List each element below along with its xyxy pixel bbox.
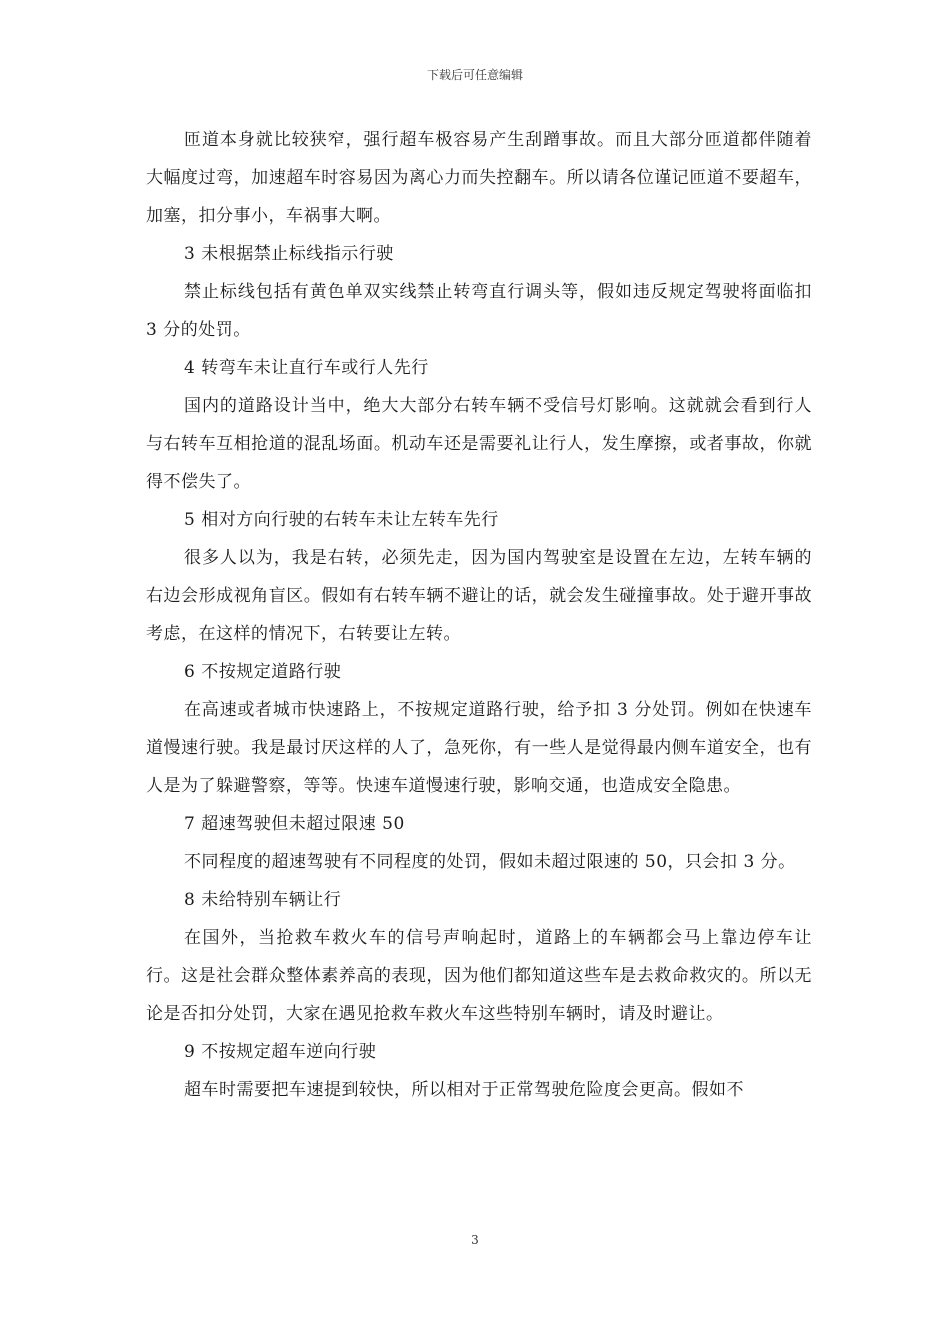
section-heading: 5 相对方向行驶的右转车未让左转车先行 [184, 510, 499, 530]
page-number: 3 [471, 1233, 479, 1247]
section-heading: 8 未给特别车辆让行 [184, 890, 342, 910]
section-heading: 9 不按规定超车逆向行驶 [184, 1042, 377, 1062]
section-heading: 7 超速驾驶但未超过限速 50 [184, 814, 405, 834]
paragraph: 不同程度的超速驾驶有不同程度的处罚，假如未超过限速的 50，只会扣 3 分。 [184, 852, 796, 872]
section-heading: 3 未根据禁止标线指示行驶 [184, 244, 394, 264]
paragraph: 匝道本身就比较狭窄，强行超车极容易产生刮蹭事故。而且大部分匝道都伴随着大幅度过弯，加速超车时容易因为离心力而失控翻车。所以请各位谨记匝道不要超车，加塞，扣分事小，车祸事大啊。 [146, 130, 812, 226]
paragraph: 国内的道路设计当中，绝大大部分右转车辆不受信号灯影响。这就就会看到行人与右转车互相抢道的混乱场面。机动车还是需要礼让行人，发生摩擦，或者事故，你就得不偿失了。 [146, 396, 812, 492]
section-heading: 6 不按规定道路行驶 [184, 662, 342, 682]
paragraph: 在国外，当抢救车救火车的信号声响起时，道路上的车辆都会马上靠边停车让行。这是社会群众整体素养高的表现，因为他们都知道这些车是去救命救灾的。所以无论是否扣分处罚，大家在遇见抢救车救火车这些特别车辆时，请及时避让。 [146, 928, 812, 1024]
paragraph: 很多人以为，我是右转，必须先走，因为国内驾驶室是设置在左边，左转车辆的右边会形成视角盲区。假如有右转车辆不避让的话，就会发生碰撞事故。处于避开事故考虑，在这样的情况下，右转要让左转。 [146, 548, 812, 644]
paragraph: 在高速或者城市快速路上，不按规定道路行驶，给予扣 3 分处罚。例如在快速车道慢速行驶。我是最讨厌这样的人了，急死你，有一些人是觉得最内侧车道安全，也有人是为了躲避警察，等等。快速车道慢速行驶，影响交通，也造成安全隐患。 [146, 700, 812, 796]
paragraph: 禁止标线包括有黄色单双实线禁止转弯直行调头等，假如违反规定驾驶将面临扣 3 分的处罚。 [146, 282, 812, 340]
section-heading: 4 转弯车未让直行车或行人先行 [184, 358, 429, 378]
document-body [146, 121, 812, 1109]
paragraph: 超车时需要把车速提到较快，所以相对于正常驾驶危险度会更高。假如不 [184, 1080, 744, 1100]
page-header: 下载后可任意编辑 [426, 68, 523, 82]
